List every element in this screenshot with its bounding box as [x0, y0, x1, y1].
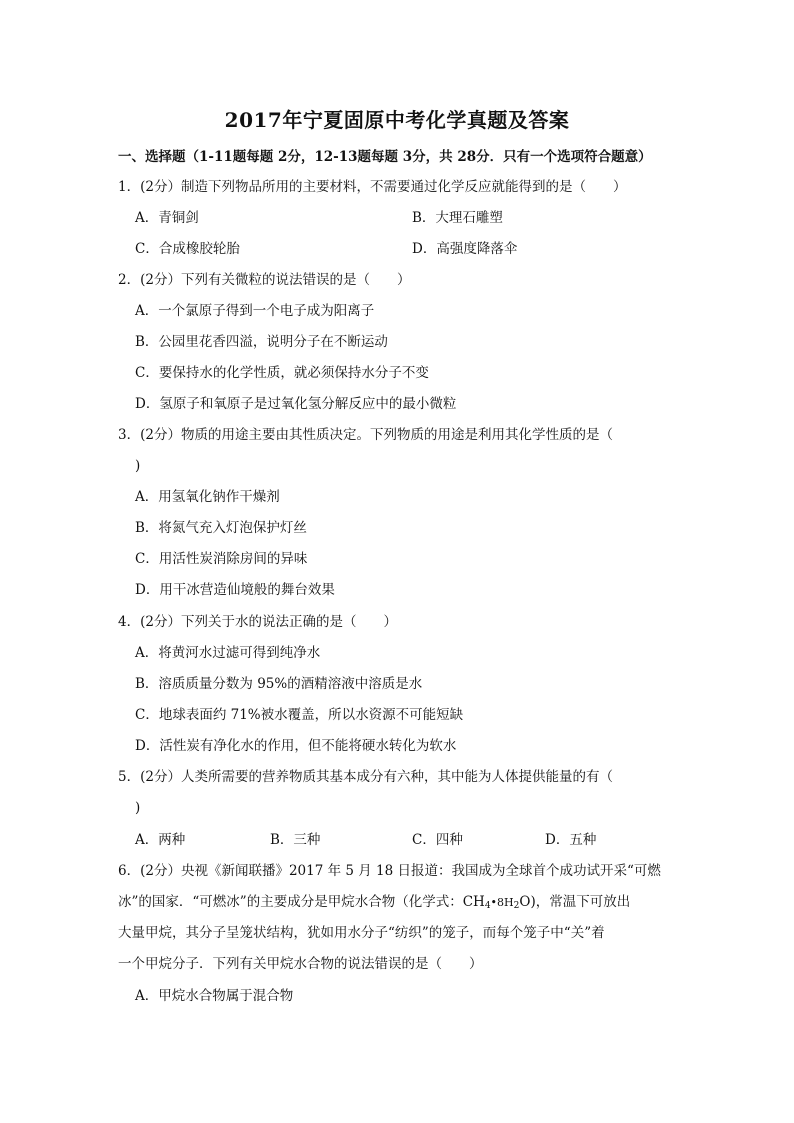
- question-4-option-b: B．溶质质量分数为 95%的酒精溶液中溶质是水: [135, 676, 423, 692]
- question-5-option-d: D．五种: [545, 832, 597, 848]
- question-6-stem: 6．(2分）央视《新闻联播》2017 年 5 月 18 日报道：我国成为全球首个成功试开采“可燃: [118, 863, 661, 879]
- question-4-stem: 4．(2分）下列关于水的说法正确的是（ ）: [118, 614, 397, 630]
- question-1-option-c: C．合成橡胶轮胎: [135, 241, 240, 257]
- question-5-option-a: A．两种: [135, 832, 186, 848]
- question-3-option-b: B．将氮气充入灯泡保护灯丝: [135, 520, 307, 536]
- question-1-option-b: B．大理石雕塑: [412, 210, 503, 226]
- subscript-2: 2: [513, 901, 520, 911]
- question-6-option-a: A．甲烷水合物属于混合物: [135, 988, 294, 1004]
- section-heading: 一、选择题（1-11题每题 2分，12-13题每题 3分，共 28分．只有一个选项符合题意）: [118, 149, 652, 165]
- question-4-option-a: A．将黄河水过滤可得到纯净水: [135, 645, 321, 661]
- question-4-option-d: D．活性炭有净化水的作用，但不能将硬水转化为软水: [135, 738, 457, 754]
- subscript-4: 4: [484, 901, 491, 911]
- question-3-stem-continuation: ): [135, 458, 141, 474]
- question-1-stem: 1．(2分）制造下列物品所用的主要材料，不需要通过化学反应就能得到的是（ ）: [118, 179, 627, 195]
- question-6-stem-line-3: 大量甲烷，其分子呈笼状结构，犹如用水分子“纺织”的笼子，而每个笼子中“关”着: [118, 925, 605, 941]
- question-3-stem: 3．(2分）物质的用途主要由其性质决定。下列物质的用途是利用其化学性质的是（: [118, 427, 613, 443]
- question-4-option-c: C．地球表面约 71%被水覆盖，所以水资源不可能短缺: [135, 707, 464, 723]
- question-2-option-c: C．要保持水的化学性质，就必须保持水分子不变: [135, 365, 429, 381]
- question-2-option-b: B．公园里花香四溢，说明分子在不断运动: [135, 334, 388, 350]
- question-5-option-c: C．四种: [412, 832, 463, 848]
- page-title: 2017年宁夏固原中考化学真题及答案: [224, 108, 570, 132]
- question-5-stem-continuation: ): [135, 800, 141, 816]
- question-3-option-a: A．用氢氧化钠作干燥剂: [135, 489, 280, 505]
- question-6-stem-line-2: 冰”的国家．“可燃冰”的主要成分是甲烷水合物（化学式：$CH_4•8H_2O$)，常温下可放出: [118, 894, 631, 911]
- question-3-option-d: D．用干冰营造仙境般的舞台效果: [135, 582, 335, 598]
- question-1-option-a: A．青铜剑: [135, 210, 199, 226]
- question-1-option-d: D．高强度降落伞: [412, 241, 518, 257]
- question-3-option-c: C．用活性炭消除房间的异味: [135, 551, 308, 567]
- question-2-stem: 2．(2分）下列有关微粒的说法错误的是（ ）: [118, 272, 411, 288]
- question-2-option-a: A．一个氯原子得到一个电子成为阳离子: [135, 303, 375, 319]
- question-2-option-d: D．氢原子和氧原子是过氧化氢分解反应中的最小微粒: [135, 396, 457, 412]
- question-6-stem-line-4: 一个甲烷分子．下列有关甲烷水合物的说法错误的是（ ）: [118, 956, 483, 972]
- question-5-option-b: B．三种: [270, 832, 321, 848]
- question-5-stem: 5．(2分）人类所需要的营养物质其基本成分有六种，其中能为人体提供能量的有（: [118, 769, 613, 785]
